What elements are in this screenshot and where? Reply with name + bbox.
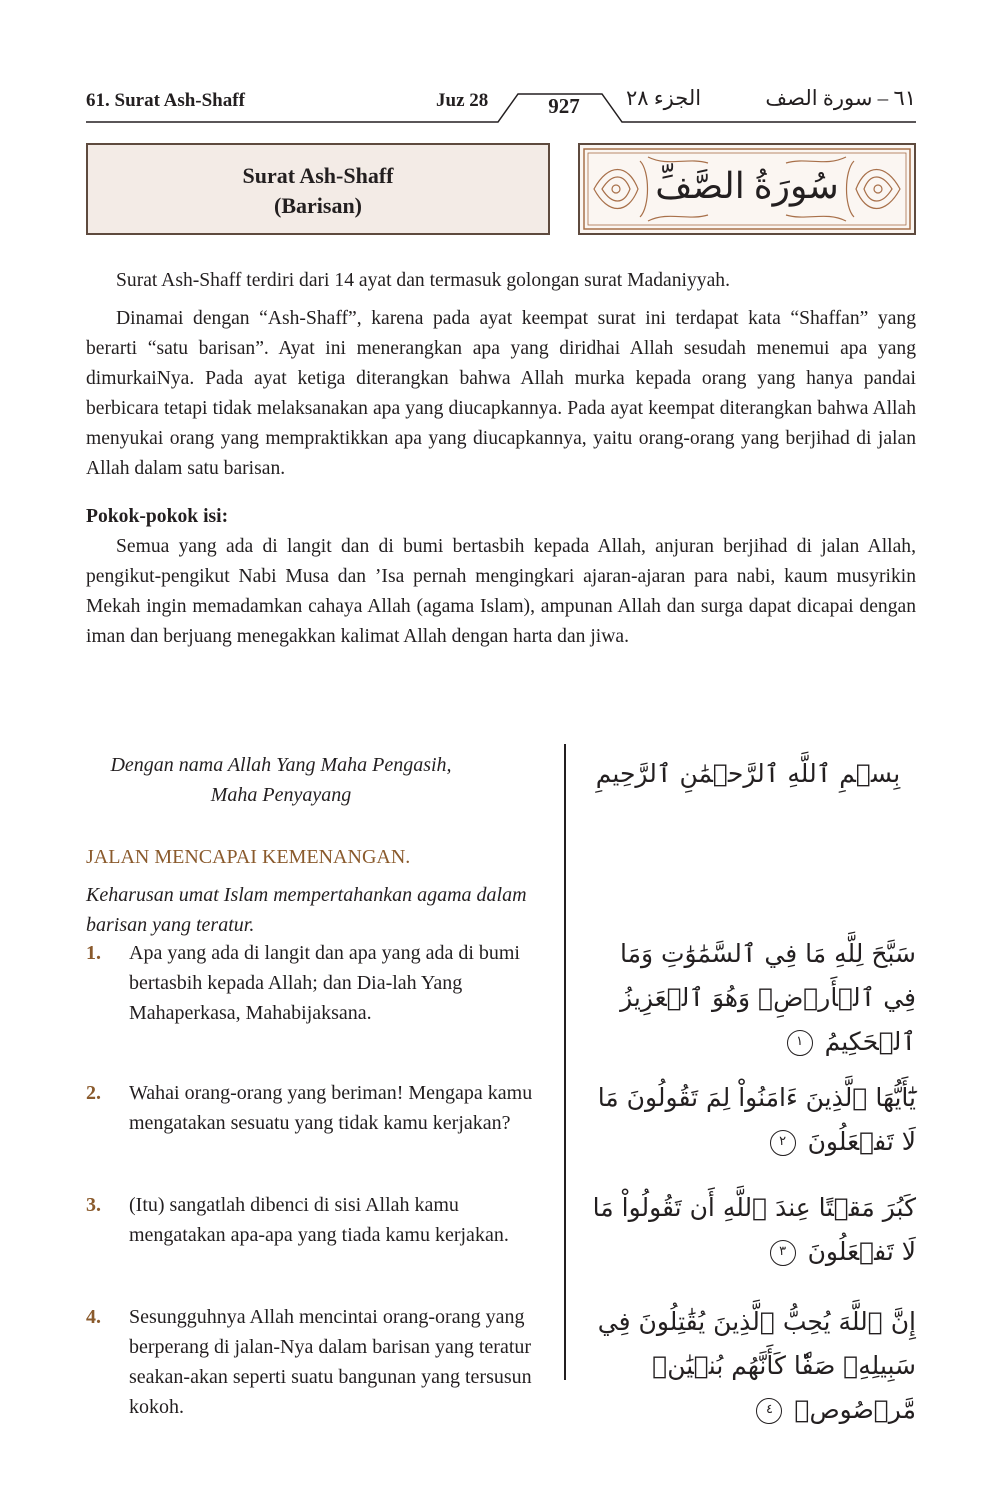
ayah-end-icon: ١ <box>787 1030 813 1056</box>
verse-arabic <box>580 932 916 1064</box>
surah-title: Surat Ash-Shaff <box>242 163 394 188</box>
verse-translation <box>86 938 556 1028</box>
intro-paragraph: Surat Ash-Shaff terdiri dari 14 ayat dan termasuk golongan surat Madaniyyah. <box>116 270 730 291</box>
verse-number: 4. <box>86 1306 101 1328</box>
verse-text: (Itu) sangatlah dibenci di sisi Allah kamu mengatakan apa-apa yang tiada kamu kerjakan. <box>129 1194 509 1246</box>
arabic-surah-title: سُورَةُ الصَّفِّ <box>655 166 839 206</box>
section-subtitle: Keharusan umat Islam mempertahankan agama dalam barisan yang teratur. <box>86 884 527 936</box>
verse-translation <box>86 1302 556 1422</box>
verse-number: 3. <box>86 1194 101 1216</box>
verse-translation <box>86 1078 556 1138</box>
surah-introduction <box>86 266 916 652</box>
verse-arabic <box>580 1076 916 1164</box>
surah-title-box <box>86 143 550 235</box>
ayah-end-icon: ٤ <box>756 1398 782 1424</box>
header-juz: Juz 28 <box>436 90 489 111</box>
translation-column <box>86 750 556 940</box>
verse-text: Apa yang ada di langit dan apa yang ada di bumi bertasbih kepada Allah; dan Dia-lah Yang Mahaperkasa, Mahabijaksana. <box>129 942 520 1024</box>
basmala-translation: Dengan nama Allah Yang Maha Pengasih, Maha Penyayang <box>110 754 452 806</box>
verse-arabic-text: سَبَّحَ لِلَّهِ مَا فِي ٱلسَّمَٰوَٰتِ وَمَا فِي ٱلۡأَرۡضِۖ وَهُوَ ٱلۡعَزِيزُ ٱلۡحَكِيمُ <box>619 939 916 1056</box>
section-title: JALAN MENCAPAI KEMENANGAN. <box>86 846 411 868</box>
running-header <box>86 88 916 128</box>
verse-number: 2. <box>86 1082 101 1104</box>
content-summary: Semua yang ada di langit dan di bumi bertasbih kepada Allah, anjuran berjihad di jalan Allah, pengikut-pengikut Nabi Musa dan ’Isa pernah mengingkari ajaran-ajaran para nabi, kaum musyrikin Mekah ingin memadamkan cahaya Allah (agama Islam), ampunan Allah dan surga dapat dicapai dengan iman dan berjuang menegakkan kalimat Allah dengan harta dan jiwa. <box>86 536 916 647</box>
arabic-title-ornament <box>578 143 916 235</box>
ayah-end-icon: ٣ <box>770 1240 796 1266</box>
verse-arabic-text: إِنَّ ٱللَّهَ يُحِبُّ ٱلَّذِينَ يُقَٰتِلُونَ فِي سَبِيلِهِۦ صَفّٗا كَأَنَّهُم بُنۡيَٰنٞ مَّرۡصُوصٞ <box>597 1307 916 1424</box>
intro-paragraph: Dinamai dengan “Ash-Shaff”, karena pada ayat keempat surat ini terdapat kata “Shaffan” yang berarti “satu barisan”. Ayat ini menerangkan apa yang diridhai Allah sesudah menemui apa yang dimurkaiNya. Pada ayat ketiga diterangkan bahwa Allah murka kepada orang yang hanya pandai berbicara tetapi tidak melaksanakan apa yang diucapkannya. Pada ayat keempat diterangkan bahwa Allah menyukai orang yang mempraktikkan apa yang diucapkannya, yaitu orang-orang yang berjihad di jalan Allah dalam satu barisan. <box>86 308 916 479</box>
header-juz-arabic: الجزء ٢٨ <box>626 86 702 110</box>
header-surah-arabic: ٦١ – سورة الصف <box>765 86 916 110</box>
basmala-arabic: بِسۡمِ ٱللَّهِ ٱلرَّحۡمَٰنِ ٱلرَّحِيمِ <box>595 759 901 788</box>
header-surah-name: 61. Surat Ash-Shaff <box>86 90 245 111</box>
column-divider <box>564 744 566 1380</box>
verse-number: 1. <box>86 942 101 964</box>
content-heading: Pokok-pokok isi: <box>86 506 229 527</box>
verse-arabic-text: يَٰٓأَيُّهَا ٱلَّذِينَ ءَامَنُواْ لِمَ تَقُولُونَ مَا لَا تَفۡعَلُونَ <box>597 1083 916 1156</box>
verse-text: Wahai orang-orang yang beriman! Mengapa kamu mengatakan sesuatu yang tidak kamu kerjakan? <box>129 1082 533 1134</box>
verse-text: Sesungguhnya Allah mencintai orang-orang yang berperang di jalan-Nya dalam barisan yang teratur seakan-akan seperti suatu bangunan yang tersusun kokoh. <box>129 1306 532 1418</box>
ayah-end-icon: ٢ <box>770 1130 796 1156</box>
verse-arabic <box>580 1186 916 1274</box>
verse-arabic <box>580 1300 916 1432</box>
page-number: 927 <box>548 94 580 118</box>
surah-meaning: (Barisan) <box>274 193 362 218</box>
verse-arabic-text: كَبُرَ مَقۡتًا عِندَ ٱللَّهِ أَن تَقُولُواْ مَا لَا تَفۡعَلُونَ <box>592 1193 916 1266</box>
verse-translation <box>86 1190 556 1250</box>
